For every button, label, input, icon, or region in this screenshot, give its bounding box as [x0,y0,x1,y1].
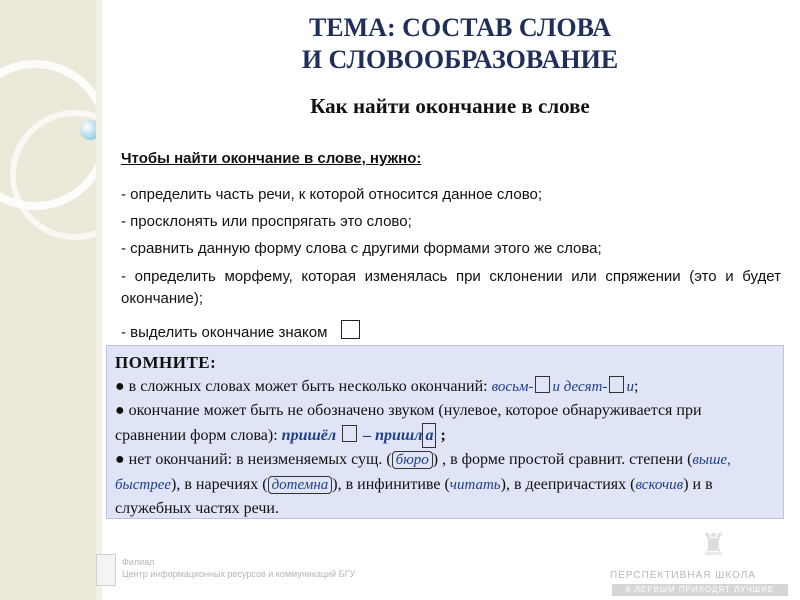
page-title [260,12,660,76]
ending-symbol-icon [341,320,360,339]
note-bullet-1: ● в сложных словах может быть несколько окончаний: восьм- и десят- и; [115,377,639,395]
step-5-text: - выделить окончание знаком [121,324,328,341]
note-bullet-3: ● нет окончаний: в неизменяемых сущ. ( бюро ) , в форме простой сравнит. степени (выше, быстрее), в наречиях ( дотемна ), в инфинитиве (читать), в деепричастиях (вскочив) и в служебных частях речи. [115,451,731,517]
step-1: - определить часть речи, к которой относится данное слово; [121,186,543,203]
left-divider [96,0,102,600]
title-line-1: ТЕМА: СОСТАВ СЛОВА [308,13,612,42]
ending-box-icon [609,376,624,393]
note-bullet-2: ● окончание может быть не обозначено звуком (нулевое, которое обнаруживается при сравнении форм слова): пришёл – пришл а ; [115,399,775,448]
step-5 [121,320,360,341]
university-logo-icon [96,554,116,586]
school-logo-icon: ♜ [700,529,727,562]
remember-box [106,345,784,519]
intro-text: Чтобы найти окончание в слове, нужно: [121,150,422,167]
step-3: - сравнить данную форму слова с другими формами этого же слова; [121,240,602,257]
ending-box-icon [535,376,550,393]
step-4: - определить морфему, которая изменялась при склонении или спряжении (это и будет окончание); [121,268,781,307]
subtitle: Как найти окончание в слове [310,94,590,118]
footer-credit: Филиал Центр информационных ресурсов и коммуникаций БГУ [122,557,356,579]
brand-tagline: К ЛЕРВЫМ ПРИХОДЯТ ЛУЧШИЕ [612,584,788,596]
zero-ending-icon [342,425,357,442]
step-2: - просклонять или проспрягать это слово; [121,213,412,230]
title-line-2: И СЛОВООБРАЗОВАНИЕ [301,45,619,74]
remember-heading: ПОМНИТЕ: [115,353,217,372]
ending-box-a: а [422,423,436,449]
brand-name: ПЕРСПЕКТИВНАЯ ШКОЛА [610,570,756,581]
